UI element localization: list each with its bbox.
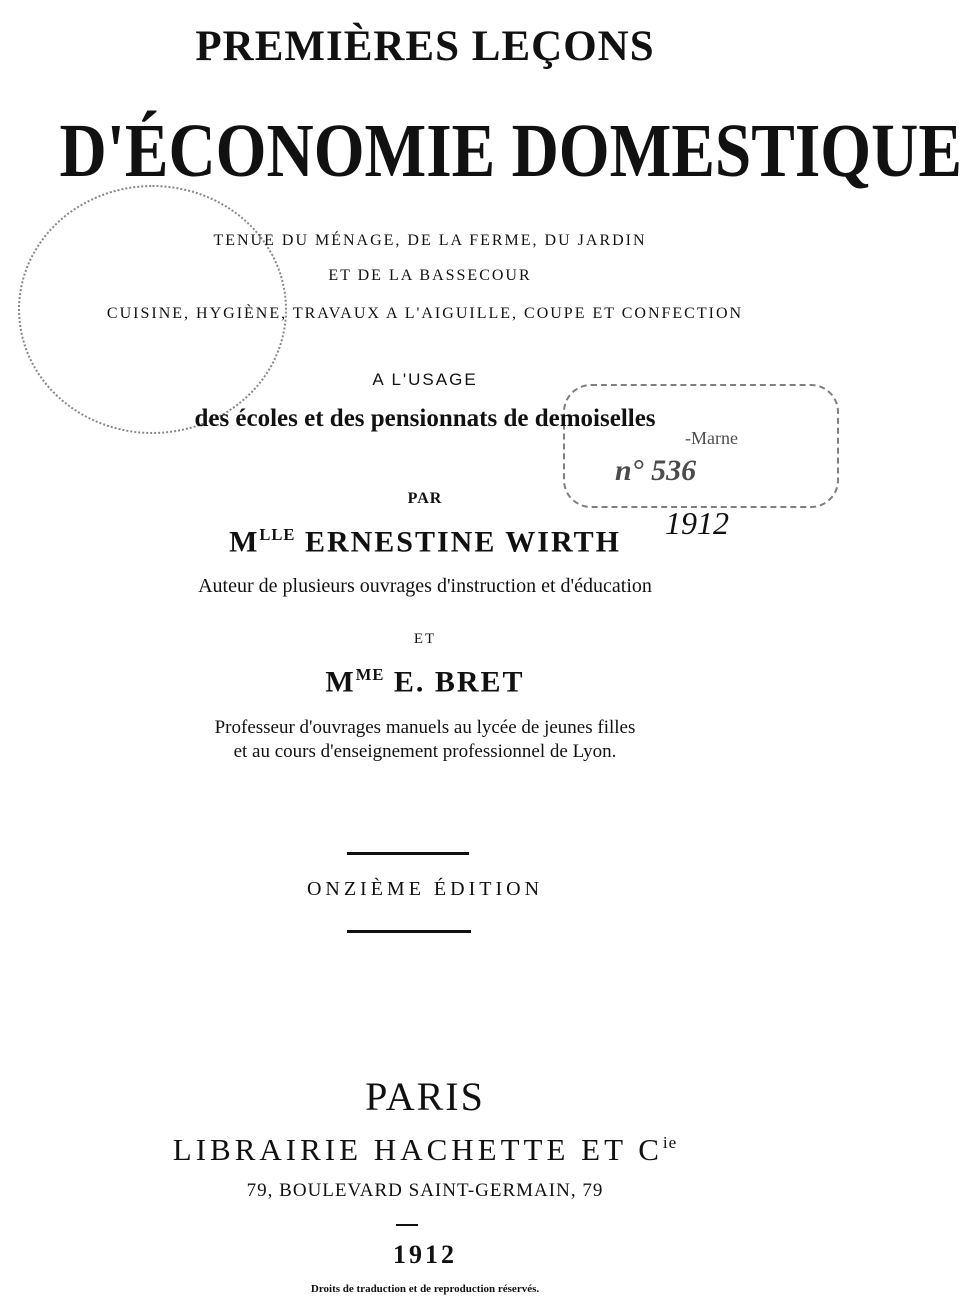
- stamp-number: n° 536: [615, 454, 697, 487]
- author-1-name-text: ERNESTINE WIRTH: [295, 525, 621, 559]
- rights-notice: Droits de traduction et de reproduction réservés.: [310, 1283, 540, 1295]
- author-2-description-line-1: Professeur d'ouvrages manuels au lycée de jeunes filles: [214, 717, 636, 738]
- edition-label: ONZIÈME ÉDITION: [306, 878, 544, 900]
- publisher-city: PARIS: [365, 1074, 485, 1119]
- title-line-1: PREMIÈRES LEÇONS: [195, 23, 655, 70]
- divider-bottom: [347, 930, 471, 933]
- short-divider: [396, 1224, 418, 1226]
- subtitle-line-2: ET DE LA BASSECOUR: [328, 267, 532, 284]
- stamp-text: -Marne: [685, 428, 738, 448]
- author-1-prefix: M: [229, 525, 260, 559]
- title-line-2: D'ÉCONOMIE DOMESTIQUE: [59, 109, 962, 193]
- publisher-address: 79, BOULEVARD SAINT-GERMAIN, 79: [246, 1180, 604, 1201]
- by-label: PAR: [407, 490, 443, 507]
- publisher-name-sup: ie: [662, 1133, 678, 1153]
- publication-year: 1912: [393, 1240, 457, 1269]
- and-label: ET: [413, 631, 437, 647]
- subtitle-line-3: CUISINE, HYGIÈNE, TRAVAUX A L'AIGUILLE, COUPE ET CONFECTION: [106, 305, 744, 322]
- divider-top: [347, 852, 469, 855]
- author-2-description-line-2: et au cours d'enseignement professionnel de Lyon.: [233, 741, 617, 762]
- subtitle-line-1: TENUE DU MÉNAGE, DE LA FERME, DU JARDIN: [213, 232, 647, 249]
- author-2-name-text: E. BRET: [384, 665, 525, 699]
- author-1-description: Auteur de plusieurs ouvrages d'instruction et d'éducation: [198, 575, 652, 597]
- author-2-prefix: M: [325, 665, 356, 699]
- author-1-name: [0, 525, 850, 560]
- usage-label: A L'USAGE: [372, 370, 478, 389]
- publisher-name-text: LIBRAIRIE HACHETTE ET C: [172, 1132, 663, 1167]
- author-2-prefix-sup: ME: [355, 665, 385, 684]
- handwritten-year: 1912: [665, 505, 729, 541]
- author-2-name: [0, 665, 850, 700]
- author-2-description: [0, 716, 850, 764]
- publisher-name: [0, 1132, 850, 1168]
- audience-line: des écoles et des pensionnats de demoiselles: [194, 405, 656, 432]
- author-1-prefix-sup: LLE: [259, 525, 296, 544]
